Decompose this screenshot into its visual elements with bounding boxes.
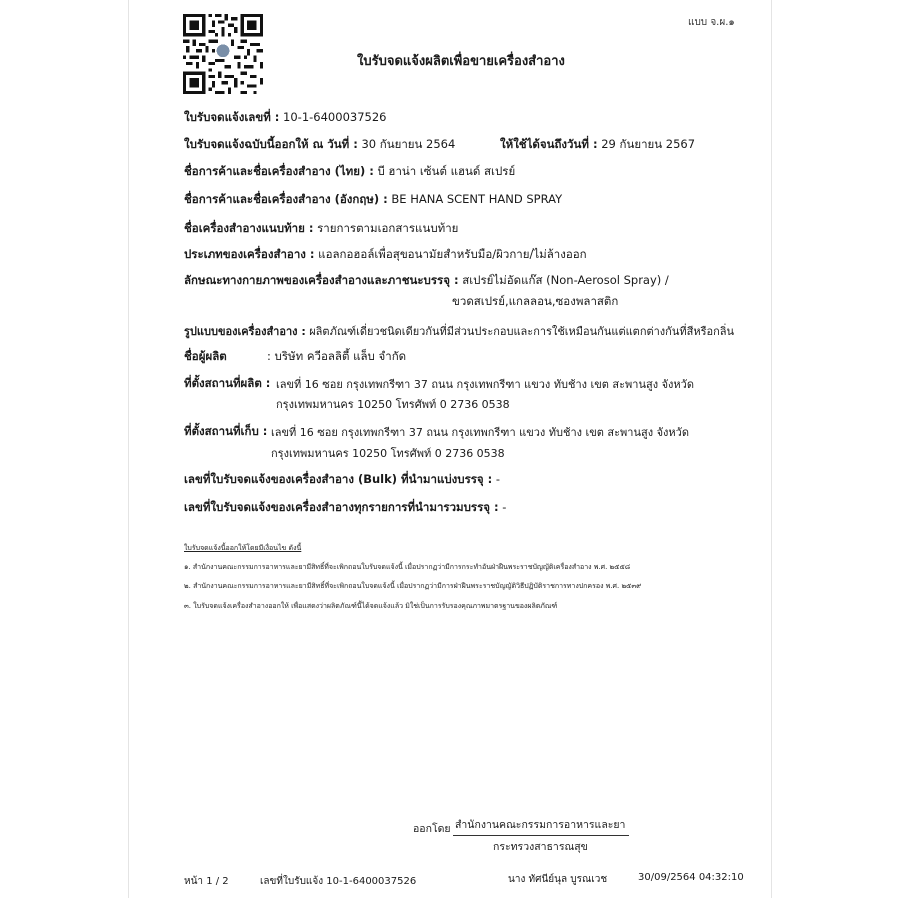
form-packaging-value-2: ขวดสเปรย์,แกลลอน,ซองพลาสติก: [452, 294, 619, 308]
attached-names-value: รายการตามเอกสารแนบท้าย: [317, 221, 459, 235]
name-eng-value: BE HANA SCENT HAND SPRAY: [391, 192, 563, 206]
bulk-no-label: เลขที่ใบรับจดแจ้งของเครื่องสำอาง (Bulk) ที่นำมาแบ่งบรรจุ :: [184, 472, 493, 486]
issuer-ministry: กระทรวงสาธารณสุข: [493, 841, 588, 853]
issue-date-row: [184, 136, 455, 154]
format-value: ผลิตภัณฑ์เดี่ยวชนิดเดียวกันที่มีส่วนประกอบและการใช้เหมือนกันแต่แตกต่างกันที่สีหรือกลิ่น: [309, 325, 735, 338]
combined-no-row: [184, 499, 506, 517]
name-eng-label: ชื่อการค้าและชื่อเครื่องสำอาง (อังกฤษ) :: [184, 192, 388, 206]
mfg-address-label: ที่ตั้งสถานที่ผลิต :: [184, 376, 271, 390]
format-label: รูปแบบของเครื่องสำอาง :: [184, 325, 306, 338]
name-thai-value: บี ฮาน่า เซ้นต์ แฮนด์ สเปรย์: [377, 164, 516, 178]
page-number: หน้า 1 / 2: [184, 876, 229, 887]
storage-address-line-2: กรุงเทพมหานคร 10250 โทรศัพท์ 0 2736 0538: [271, 447, 505, 460]
name-thai-row: [184, 163, 515, 181]
form-packaging-label: ลักษณะทางกายภาพของเครื่องสำอางและภาชนะบรรจุ :: [184, 273, 459, 287]
manufacturer-label: ชื่อผู้ผลิต: [184, 349, 227, 363]
type-row: [184, 246, 587, 264]
bulk-no-row: [184, 471, 500, 489]
valid-until-value: 29 กันยายน 2567: [601, 137, 696, 151]
receipt-no-label: ใบรับจดแจ้งเลขที่ :: [184, 110, 280, 124]
issued-by-label: ออกโดย: [413, 823, 451, 835]
storage-address-line-1: เลขที่ 16 ซอย กรุงเทพกรีฑา 37 ถนน กรุงเทพกรีฑา แขวง ทับช้าง เขต สะพานสูง จังหวัด: [271, 426, 689, 439]
form-code: แบบ จ.ผ.๑: [688, 17, 735, 28]
issue-date-value: 30 กันยายน 2564: [361, 137, 456, 151]
valid-until-row: [500, 136, 695, 154]
storage-address-label: ที่ตั้งสถานที่เก็บ :: [184, 424, 268, 438]
form-packaging-row: [184, 272, 669, 290]
combined-no-label: เลขที่ใบรับจดแจ้งของเครื่องสำอางทุกรายการที่นำมารวมบรรจุ :: [184, 500, 499, 514]
type-label: ประเภทของเครื่องสำอาง :: [184, 247, 315, 261]
mfg-address-line-1: เลขที่ 16 ซอย กรุงเทพกรีฑา 37 ถนน กรุงเทพกรีฑา แขวง ทับช้าง เขต สะพานสูง จังหวัด: [276, 378, 694, 391]
receipt-no-row: [184, 109, 386, 127]
valid-until-label: ให้ใช้ได้จนถึงวันที่ :: [500, 137, 598, 151]
condition-item-1: ๑. สำนักงานคณะกรรมการอาหารและยามีสิทธิ์ที่จะเพิกถอนใบรับจดแจ้งนี้ เมื่อปรากฏว่ามีการกระทำอันฝ่าฝืนพระราชบัญญัติเครื่องสำอาง พ.ศ. ๒๕๕๘: [184, 563, 631, 571]
name-thai-label: ชื่อการค้าและชื่อเครื่องสำอาง (ไทย) :: [184, 164, 374, 178]
issue-date-label: ใบรับจดแจ้งฉบับนี้ออกให้ ณ วันที่ :: [184, 137, 358, 151]
document-title: ใบรับจดแจ้งผลิตเพื่อขายเครื่องสำอาง: [357, 54, 565, 69]
manufacturer-value: : บริษัท ควีอลลิตี้ แล็บ จำกัด: [267, 349, 407, 363]
receipt-no-value: 10-1-6400037526: [283, 110, 387, 124]
conditions-heading: ใบรับจดแจ้งนี้ออกให้โดยมีเงื่อนไข ดังนี้: [184, 544, 302, 552]
condition-item-2: ๒. สำนักงานคณะกรรมการอาหารและยามีสิทธิ์ที่จะเพิกถอนใบจดแจ้งนี้ เมื่อปรากฏว่ามีการฝ่าฝืนพระราชบัญญัติวิธีปฏิบัติราชการทางปกครอง พ.ศ. ๒๕๓๙: [184, 582, 642, 590]
mfg-address-line-2: กรุงเทพมหานคร 10250 โทรศัพท์ 0 2736 0538: [276, 398, 510, 411]
combined-no-value: -: [502, 500, 507, 514]
condition-item-3: ๓. ใบรับจดแจ้งเครื่องสำอางออกให้ เพื่อแสดงว่าผลิตภัณฑ์นี้ได้จดแจ้งแล้ว มิใช่เป็นการรับรองคุณภาพมาตรฐานของผลิตภัณฑ์: [184, 602, 558, 610]
attached-names-row: [184, 220, 458, 238]
qr-code-icon: [183, 14, 263, 94]
footer-receipt-ref: เลขที่ใบรับแจ้ง 10-1-6400037526: [260, 876, 417, 887]
format-row: [184, 322, 734, 340]
type-value: แอลกอฮอล์เพื่อสุขอนามัยสำหรับมือ/ผิวกาย/ไม่ล้างออก: [318, 247, 587, 261]
name-eng-row: [184, 191, 562, 209]
issuer-office: สำนักงานคณะกรรมการอาหารและยา: [453, 816, 629, 836]
form-packaging-value-1: สเปรย์ไม่อัดแก๊ส (Non-Aerosol Spray) /: [462, 273, 669, 287]
attached-names-label: ชื่อเครื่องสำอางแนบท้าย :: [184, 221, 314, 235]
bulk-no-value: -: [495, 472, 501, 486]
footer-officer: นาง ทัศนีย์นุล บูรณเวช: [508, 874, 608, 885]
footer-timestamp: 30/09/2564 04:32:10: [638, 872, 744, 883]
